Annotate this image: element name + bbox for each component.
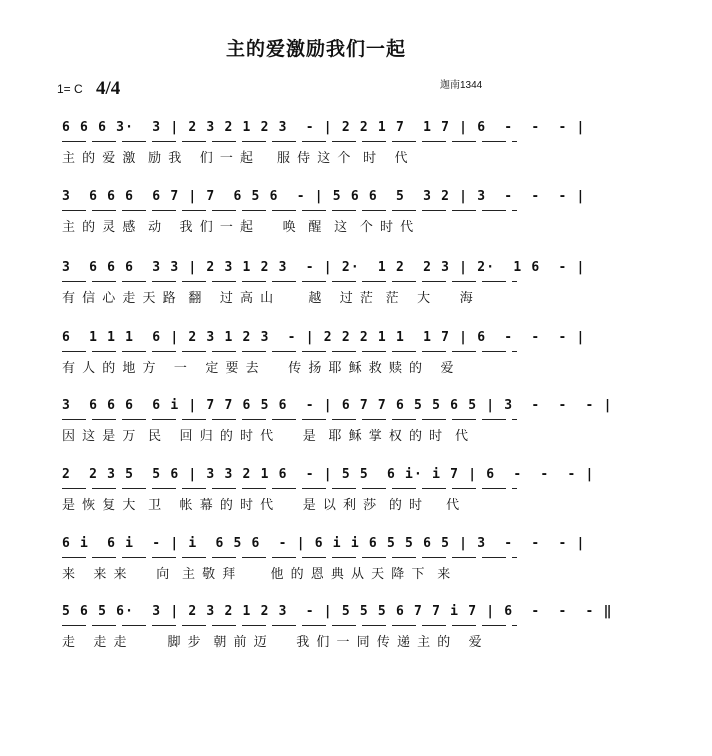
score-line-2: [0, 189, 712, 249]
beam-marks: [62, 281, 517, 282]
score-line-3: [0, 260, 712, 320]
lyrics: 是 恢 复 大 卫 帐 幕 的 时 代 是 以 利 莎 的 时 代: [62, 498, 461, 513]
beam-marks: [62, 351, 517, 352]
lyrics: 主 的 爱 激 励 我 们 一 起 服 侍 这 个 时 代: [62, 151, 410, 166]
notes: 3 6 6 6 3 3 | 2 3 1 2 3 - | 2· 1 2 2 3 | 2· 1 6 - |: [62, 260, 586, 275]
beam-marks: [62, 625, 517, 626]
lyrics: 主 的 灵 感 动 我 们 一 起 唤 醒 这 个 时 代: [62, 220, 415, 235]
notes: 6 1 1 1 6 | 2 3 1 2 3 - | 2 2 2 1 1 1 7 | 6 - - - |: [62, 330, 586, 345]
lyrics: 来 来 来 向 主 敬 拜 他 的 恩 典 从 天 降 下 来: [62, 567, 452, 582]
score-line-7: [0, 536, 712, 596]
notes: 2 2 3 5 5 6 | 3 3 2 1 6 - | 5 5 6 i· i 7 | 6 - - - |: [62, 467, 595, 482]
lyrics: 因 这 是 万 民 回 归 的 时 代 是 耶 稣 掌 权 的 时 代: [62, 429, 470, 444]
lyrics: 有 人 的 地 方 一 定 要 去 传 扬 耶 稣 救 赎 的 爱: [62, 361, 455, 376]
score-line-5: [0, 398, 712, 458]
key-signature: 1= C: [57, 82, 83, 96]
score-line-6: [0, 467, 712, 527]
beam-marks: [62, 141, 517, 142]
time-signature: 4/4: [96, 78, 121, 99]
beam-marks: [62, 557, 517, 558]
beam-marks: [62, 488, 517, 489]
notes: 6 6 6 3· 3 | 2 3 2 1 2 3 - | 2 2 1 7 1 7 | 6 - - - |: [62, 120, 586, 135]
author-credit: 迦南1344: [440, 80, 483, 91]
notes: 3 6 6 6 6 i | 7 7 6 5 6 - | 6 7 7 6 5 5 6 5 | 3 - - - |: [62, 398, 613, 413]
song-title: 主的爱激励我们一起: [225, 38, 406, 60]
beam-marks: [62, 419, 517, 420]
notes: 6 i 6 i - | i 6 5 6 - | 6 i i 6 5 5 6 5 | 3 - - - |: [62, 536, 586, 551]
score-line-1: [0, 120, 712, 180]
lyrics: 有 信 心 走 天 路 翻 过 高 山 越 过 茫 茫 大 海: [62, 291, 475, 306]
lyrics: 走 走 走 脚 步 朝 前 迈 我 们 一 同 传 递 主 的 爱: [62, 635, 484, 650]
notes: 3 6 6 6 6 7 | 7 6 5 6 - | 5 6 6 5 3 2 | 3 - - - |: [62, 189, 586, 204]
score-line-4: [0, 330, 712, 390]
beam-marks: [62, 210, 517, 211]
score-line-8: [0, 604, 712, 664]
notes: 5 6 5 6· 3 | 2 3 2 1 2 3 - | 5 5 5 6 7 7 i 7 | 6 - - - ‖: [62, 604, 613, 619]
